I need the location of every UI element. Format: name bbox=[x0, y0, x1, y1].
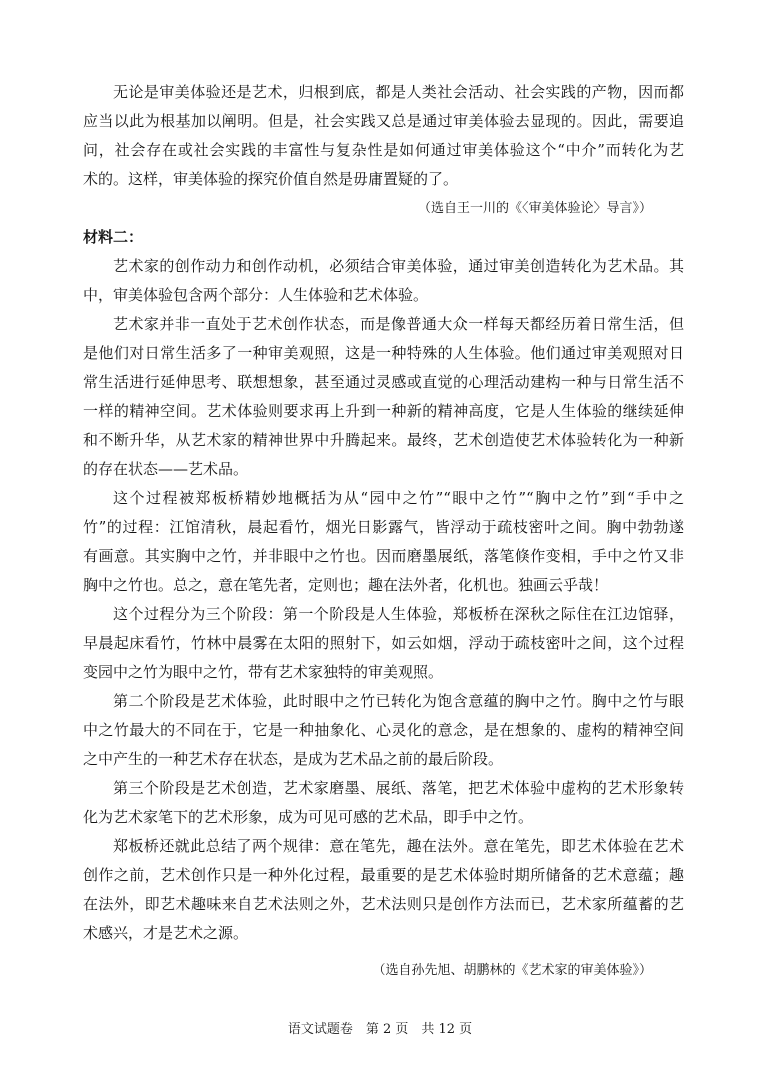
text-line: 艺术家并非一直处于艺术创作状态，而是像普通大众一样每天都经历着日常生活，但 bbox=[113, 315, 684, 333]
text-line: 第二个阶段是艺术体验，此时眼中之竹已转化为饱含意蕴的胸中之竹。胸中之竹与眼 bbox=[113, 692, 684, 710]
text-line: 术感兴，才是艺术之源。 bbox=[83, 924, 249, 942]
text-line: 和不断升华，从艺术家的精神世界中升腾起来。最终，艺术创造使艺术体验转化为一种新 bbox=[83, 431, 684, 449]
document-body bbox=[83, 78, 684, 985]
text-line: 应当以此为根基加以阐明。但是，社会实践又总是通过审美体验去显现的。因此，需要追 bbox=[83, 112, 684, 130]
text-line: 一样的精神空间。艺术体验则要求再上升到一种新的精神高度，它是人生体验的继续延伸 bbox=[83, 402, 684, 420]
paragraph bbox=[83, 78, 684, 194]
paragraph bbox=[83, 484, 684, 600]
source-citation: （选自王一川的《〈审美体验论〉导言》） bbox=[417, 201, 652, 216]
source-citation: （选自孙先旭、胡鹏林的《艺术家的审美体验》） bbox=[372, 963, 652, 978]
text-line: 这个过程分为三个阶段：第一个阶段是人生体验，郑板桥在深秋之际住在江边馆驿， bbox=[113, 605, 684, 623]
text-line: 化为艺术家笔下的艺术形象，成为可见可感的艺术品，即手中之竹。 bbox=[83, 808, 534, 826]
paragraph bbox=[83, 310, 684, 484]
text-line: 有画意。其实胸中之竹，并非眼中之竹也。因而磨墨展纸，落笔倏作变相，手中之竹又非 bbox=[83, 547, 684, 565]
paragraph bbox=[83, 600, 684, 687]
paragraph bbox=[83, 252, 684, 310]
text-line: 郑板桥还就此总结了两个规律：意在笔先，趣在法外。意在笔先，即艺术体验在艺术 bbox=[113, 837, 684, 855]
text-line: 创作之前，艺术创作只是一种外化过程，最重要的是艺术体验时期所储备的艺术意蕴；趣 bbox=[83, 866, 684, 884]
text-line: 问，社会存在或社会实践的丰富性与复杂性是如何通过审美体验这个“中介”而转化为艺 bbox=[83, 141, 684, 159]
paragraph bbox=[83, 687, 684, 774]
text-line: 胸中之竹也。总之，意在笔先者，定则也；趣在法外者，化机也。独画云乎哉！ bbox=[83, 576, 609, 594]
paragraph bbox=[83, 774, 684, 832]
text-line: 无论是审美体验还是艺术，归根到底，都是人类社会活动、社会实践的产物，因而都 bbox=[113, 83, 684, 101]
text-line: 中，审美体验包含两个部分：人生体验和艺术体验。 bbox=[83, 286, 429, 304]
text-line: 这个过程被郑板桥精妙地概括为从“园中之竹”“眼中之竹”“胸中之竹”到“手中之 bbox=[113, 489, 684, 507]
text-line: 竹”的过程：江馆清秋，晨起看竹，烟光日影露气，皆浮动于疏枝密叶之间。胸中勃勃遂 bbox=[83, 518, 684, 536]
text-line: 第三个阶段是艺术创造，艺术家磨墨、展纸、落笔，把艺术体验中虚构的艺术形象转 bbox=[113, 779, 684, 797]
text-line: 的存在状态——艺术品。 bbox=[83, 460, 249, 478]
paragraph bbox=[83, 832, 684, 948]
text-line: 之中产生的一种艺术存在状态，是成为艺术品之前的最后阶段。 bbox=[83, 750, 504, 768]
text-line: 变园中之竹为眼中之竹，带有艺术家独特的审美观照。 bbox=[83, 663, 444, 681]
text-line: 术的。这样，审美体验的探究价值自然是毋庸置疑的了。 bbox=[83, 170, 459, 188]
text-line: 早晨起床看竹，竹林中晨雾在太阳的照射下，如云如烟，浮动于疏枝密叶之间，这个过程 bbox=[83, 634, 684, 652]
page-footer: 语文试题卷 第 2 页 共 12 页 bbox=[287, 1022, 473, 1037]
text-line: 中之竹最大的不同在于，它是一种抽象化、心灵化的意念，是在想象的、虚构的精神空间 bbox=[83, 721, 684, 739]
section-heading: 材料二： bbox=[83, 228, 144, 246]
text-line: 在法外，即艺术趣味来自艺术法则之外，艺术法则只是创作方法而已，艺术家所蕴蓄的艺 bbox=[83, 895, 684, 913]
text-line: 常生活进行延伸思考、联想想象，甚至通过灵感或直觉的心理活动建构一种与日常生活不 bbox=[83, 373, 684, 391]
text-line: 是他们对日常生活多了一种审美观照，这是一种特殊的人生体验。他们通过审美观照对日 bbox=[83, 344, 684, 362]
text-line: 艺术家的创作动力和创作动机，必须结合审美体验，通过审美创造转化为艺术品。其 bbox=[113, 257, 684, 275]
